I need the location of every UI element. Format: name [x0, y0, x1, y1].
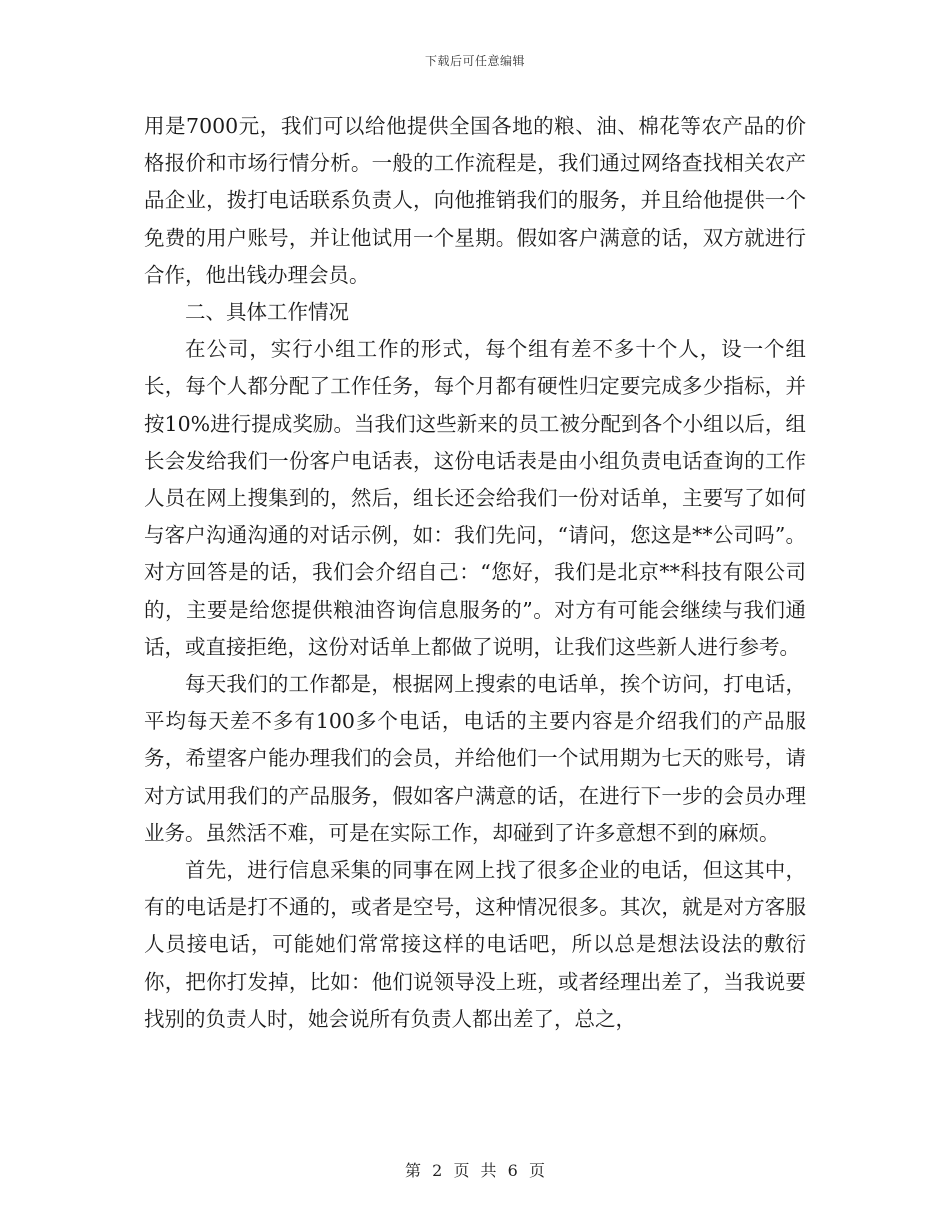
footer-label-di: 第	[405, 1161, 422, 1180]
paragraph-intro-continuation: 用是7000元，我们可以给他提供全国各地的粮、油、棉花等农产品的价格报价和市场行情分析。一般的工作流程是，我们通过网络查找相关农产品企业，拨打电话联系负责人，向他推销我们的服务，并且给他提供一个免费的用户账号，并让他试用一个星期。假如客户满意的话，双方就进行合作，他出钱办理会员。	[144, 114, 806, 287]
section-heading-work-details: 二、具体工作情况	[185, 300, 349, 325]
page-header: 下载后可任意编辑	[424, 54, 525, 68]
footer-current-page: 2	[432, 1161, 443, 1180]
footer-total-pages: 6	[507, 1161, 518, 1180]
footer-label-gong: 共	[480, 1161, 497, 1180]
paragraph-group-work: 在公司，实行小组工作的形式，每个组有差不多十个人，设一个组长，每个人都分配了工作任务，每个月都有硬性归定要完成多少指标，并按10%进行提成奖励。当我们这些新来的员工被分配到各个小组以后，组长会发给我们一份客户电话表，这份电话表是由小组负责电话查询的工作人员在网上搜集到的，然后，组长还会给我们一份对话单，主要写了如何与客户沟通沟通的对话示例，如：我们先问，“请问，您这是**公司吗”。对方回答是的话，我们会介绍自己：“您好，我们是北京**科技有限公司的，主要是给您提供粮油咨询信息服务的”。对方有可能会继续与我们通话，或直接拒绝，这份对话单上都做了说明，让我们这些新人进行参考。	[144, 337, 806, 659]
document-body	[144, 108, 806, 1038]
paragraph-daily-work: 每天我们的工作都是，根据网上搜索的电话单，挨个访问，打电话，平均每天差不多有100多个电话，电话的主要内容是介绍我们的产品服务，希望客户能办理我们的会员，并给他们一个试用期为七天的账号，请对方试用我们的产品服务，假如客户满意的话，在进行下一步的会员办理业务。虽然活不难，可是在实际工作，却碰到了许多意想不到的麻烦。	[144, 672, 806, 845]
footer-label-ye-2: 页	[528, 1161, 545, 1180]
paragraph-difficulties: 首先，进行信息采集的同事在网上找了很多企业的电话，但这其中，有的电话是打不通的，或者是空号，这种情况很多。其次，就是对方客服人员接电话，可能她们常常接这样的电话吧，所以总是想法设法的敷衍你，把你打发掉，比如：他们说领导没上班，或者经理出差了，当我说要找别的负责人时，她会说所有负责人都出差了，总之，	[144, 858, 806, 1031]
page-footer	[0, 1158, 950, 1181]
footer-label-ye: 页	[453, 1161, 470, 1180]
